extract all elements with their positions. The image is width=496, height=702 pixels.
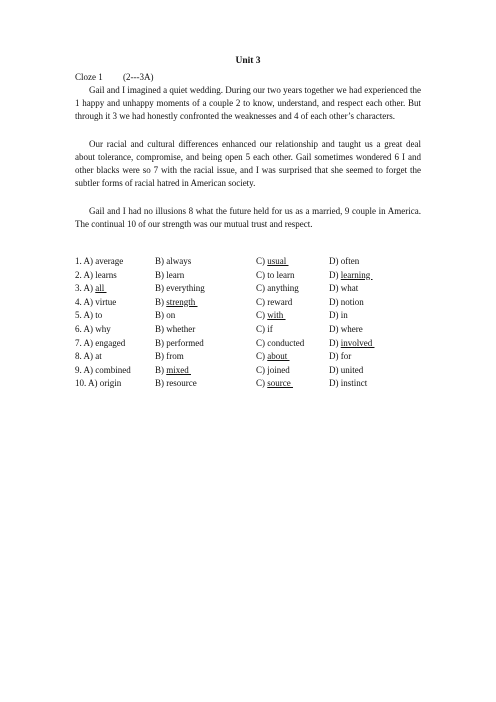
option-c: C) about [256, 351, 290, 362]
option-d: D) notion [329, 296, 364, 307]
paragraph-2: Our racial and cultural differences enhanced our relationship and taught us a great deal about tolerance, compromise, and being open 5 each other. Gail sometimes wondered 6 I and other blacks were so 7 with the racial issue, and I was surprised that she seemed to forget the subtler forms of racial hatred in American society. [75, 139, 421, 188]
option-b: B) on [155, 310, 176, 321]
option-a: 10. A) origin [75, 378, 122, 389]
option-c: C) joined [256, 364, 290, 375]
option-c: C) to learn [256, 269, 295, 280]
option-d: D) instinct [329, 378, 368, 389]
option-c: C) source [256, 378, 293, 389]
option-row [75, 255, 421, 269]
option-a: 3. A) all [75, 283, 107, 294]
option-a: 8. A) at [75, 351, 102, 362]
option-a: 4. A) virtue [75, 296, 117, 307]
option-d: D) learning [329, 269, 373, 280]
option-c: C) with [256, 310, 286, 321]
option-row [75, 350, 421, 364]
option-c: C) conducted [256, 337, 305, 348]
option-row [75, 377, 421, 391]
option-a: 1. A) average [75, 256, 124, 266]
option-row [75, 269, 421, 283]
paragraph-3: Gail and I had no illusions 8 what the future held for us as a married, 9 couple in America. The continual 10 of our strength was our mutual trust and respect. [75, 206, 421, 229]
option-a: 9. A) combined [75, 364, 131, 375]
option-row [75, 323, 421, 337]
cloze-header: Cloze 1 (2---3A) [75, 72, 154, 82]
option-a: 6. A) why [75, 323, 111, 334]
option-b: B) always [155, 256, 192, 266]
option-row [75, 282, 421, 296]
option-a: 2. A) learns [75, 269, 117, 280]
option-b: B) from [155, 351, 184, 362]
option-row [75, 296, 421, 310]
option-d: D) where [329, 323, 363, 334]
option-c: C) usual [256, 256, 289, 266]
option-d: D) often [329, 256, 360, 266]
option-d: D) for [329, 351, 352, 362]
option-b: B) strength [155, 296, 198, 307]
option-d: D) involved [329, 337, 375, 348]
option-b: B) mixed [155, 364, 191, 375]
option-a: 5. A) to [75, 310, 103, 321]
option-d: D) what [329, 283, 359, 294]
option-c: C) reward [256, 296, 293, 307]
option-b: B) everything [155, 283, 205, 294]
option-b: B) resource [155, 378, 197, 389]
option-row [75, 364, 421, 378]
option-b: B) learn [155, 269, 185, 280]
option-c: C) anything [256, 283, 299, 294]
page-title: Unit 3 [235, 56, 261, 66]
option-a: 7. A) engaged [75, 337, 126, 348]
option-d: D) in [329, 310, 348, 321]
option-b: B) whether [155, 323, 196, 334]
option-d: D) united [329, 364, 364, 375]
option-c: C) if [256, 323, 273, 334]
option-row [75, 309, 421, 323]
paragraph-1: Gail and I imagined a quiet wedding. During our two years together we had experienced the 1 happy and unhappy moments of a couple 2 to know, understand, and respect each other. But through it 3 we had honestly confronted the weaknesses and 4 of each other’s characters. [75, 85, 421, 121]
option-b: B) performed [155, 337, 204, 348]
answer-options [75, 255, 421, 391]
option-row [75, 337, 421, 351]
